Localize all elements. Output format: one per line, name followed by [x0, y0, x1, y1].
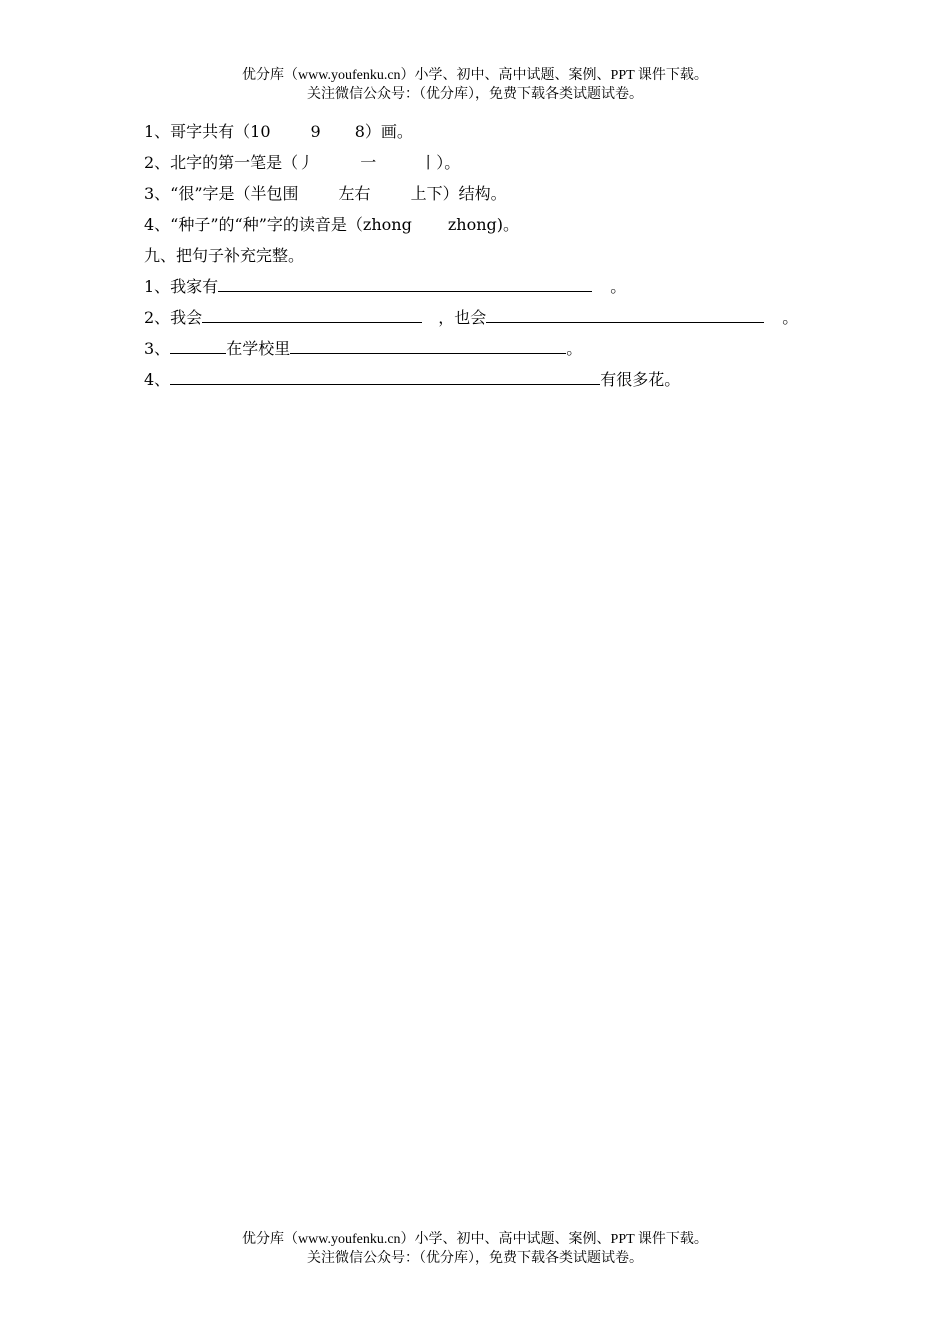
header-wechat-line: 关注微信公众号：（优分库），免费下载各类试题试卷。 — [307, 87, 643, 102]
question-8-1 — [144, 118, 844, 149]
question-text: 2、北字的第一笔是（丿 — [144, 153, 315, 172]
page-footer — [0, 1230, 950, 1268]
question-suffix: 。 — [782, 308, 799, 327]
question-8-2 — [144, 149, 844, 180]
fill-in-blank[interactable] — [290, 335, 566, 354]
page-header — [0, 66, 950, 104]
option-text: zhong)。 — [447, 215, 519, 234]
section-title: 九、把句子补充完整。 — [144, 246, 305, 265]
fill-in-blank[interactable] — [202, 304, 422, 323]
option-text: 9 — [310, 122, 321, 141]
footer-site-line: 优分库（www.youfenku.cn）小学、初中、高中试题、案例、PPT 课件下载。 — [242, 1232, 708, 1247]
fill-in-blank[interactable] — [486, 304, 764, 323]
question-suffix: 。 — [566, 339, 583, 358]
question-text: 1、哥字共有（10 — [144, 122, 271, 141]
section-9-title — [144, 242, 844, 273]
option-text: 丨）。 — [420, 153, 461, 172]
question-8-4 — [144, 211, 844, 242]
option-text: 一 — [360, 153, 377, 172]
footer-wechat-line: 关注微信公众号：（优分库），免费下载各类试题试卷。 — [307, 1251, 643, 1266]
question-9-1 — [144, 273, 844, 304]
fill-in-blank[interactable] — [218, 273, 592, 292]
question-mid: ，也会 — [438, 308, 487, 327]
question-text: 2、我会 — [144, 308, 203, 327]
option-text: 8）画。 — [354, 122, 413, 141]
question-8-3 — [144, 180, 844, 211]
question-text: 3、“很”字是（半包围 — [144, 184, 299, 203]
worksheet-content — [144, 118, 844, 397]
option-text: 上下）结构。 — [410, 184, 507, 203]
question-9-3 — [144, 335, 844, 366]
question-text: 1、我家有 — [144, 277, 219, 296]
question-9-4 — [144, 366, 844, 397]
question-text: 4、 — [144, 370, 171, 389]
question-text: 4、“种子”的“种”字的读音是（zhong — [144, 215, 412, 234]
question-text: 3、 — [144, 339, 171, 358]
option-text: 左右 — [338, 184, 371, 203]
question-suffix: 有很多花。 — [600, 370, 681, 389]
question-9-2 — [144, 304, 844, 335]
fill-in-blank[interactable] — [170, 335, 226, 354]
fill-in-blank[interactable] — [170, 366, 600, 385]
question-suffix: 。 — [610, 277, 627, 296]
question-mid: 在学校里 — [226, 339, 291, 358]
header-site-line: 优分库（www.youfenku.cn）小学、初中、高中试题、案例、PPT 课件下载。 — [242, 68, 708, 83]
